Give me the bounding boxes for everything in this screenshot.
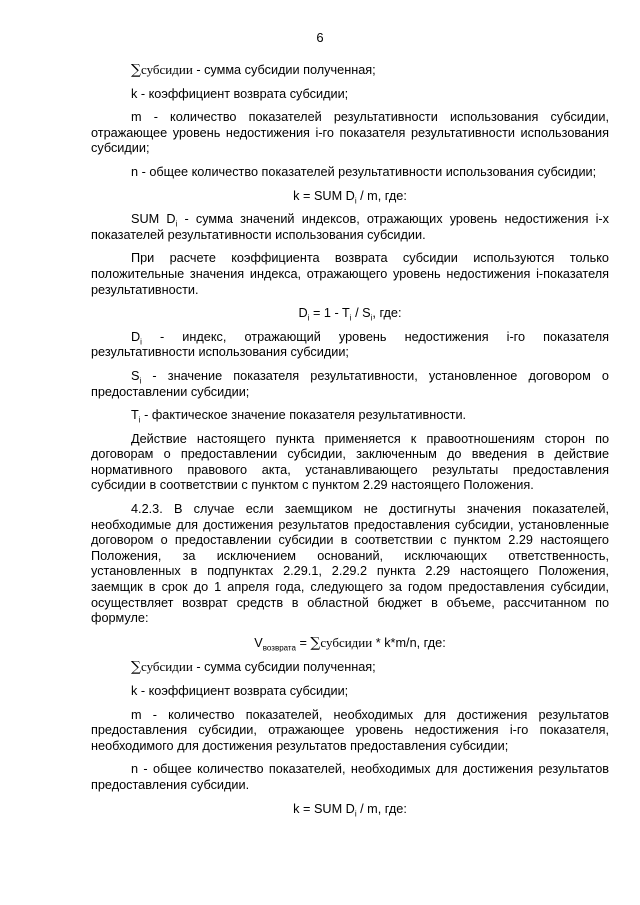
k-definition: k - коэффициент возврата субсидии;	[131, 86, 349, 101]
formula-subscript: i	[354, 196, 357, 206]
term-subscript: i	[139, 376, 142, 386]
k-definition-2: k - коэффициент возврата субсидии;	[131, 684, 349, 698]
formula-subscript: i	[349, 313, 352, 323]
ti-definition	[91, 408, 609, 424]
definition-text: - значение показателя результативности, установленное договором о предоставлении субсидии;	[91, 368, 609, 399]
term-subscript: i	[140, 337, 142, 347]
n-definition-2: n - общее количество показателей, необходимых для достижения результатов предоставления субсидии.	[91, 762, 609, 792]
sum-subscript-word: субсидии	[320, 634, 373, 650]
term: T	[131, 408, 139, 423]
formula-di	[91, 306, 609, 322]
sum-symbol: ∑	[131, 659, 141, 676]
positive-values-paragraph: При расчете коэффициента возврата субсидии используются только положительные значения индекса, отражающего уровень недостижения i-показателя результативности.	[91, 251, 609, 297]
sum-subscript-word: субсидии	[141, 659, 193, 675]
si-definition	[91, 369, 609, 400]
term: D	[131, 329, 141, 344]
sum-symbol: ∑	[131, 62, 141, 78]
formula-part: V	[254, 635, 263, 650]
m-definition: m - количество показателей результативности использования субсидии, отражающее уровень недостижения i-го показателя результативности использования субсидии;	[91, 110, 609, 156]
action-scope-paragraph: Действие настоящего пункта применяется к правоотношениям сторон по договорам о предоставлении субсидии, заключенным до введения в действие нормативного правового акта, устанавливающего результаты предоставления субсидии в соответствии с пунктом с пунктом 2.29 настоящего Положения.	[91, 431, 609, 493]
n-definition: n - общее количество показателей результативности использования субсидии;	[131, 164, 597, 179]
term-subscript: i	[138, 415, 141, 425]
formula-part: / m, где:	[356, 188, 407, 203]
formula-part: / m, где:	[356, 801, 407, 816]
sum-symbol: ∑	[310, 634, 321, 651]
formula-part: / S	[351, 306, 371, 321]
sum-subscript-word: субсидии	[141, 62, 193, 77]
formula-subscript: возврата	[262, 643, 296, 653]
definition-text: - сумма субсидии полученная;	[192, 660, 376, 675]
definition-text: - индекс, отражающий уровень недостижения i-го показателя результативности использования субсидии;	[91, 329, 609, 360]
page-number: 6	[316, 30, 324, 45]
sum-di-definition	[91, 212, 609, 243]
definition-text: - сумма значений индексов, отражающих уровень недостижения i-х показателей результативности использования субсидии.	[91, 212, 609, 242]
document-body	[91, 62, 609, 825]
formula-k	[91, 189, 609, 205]
formula-part: , где:	[372, 306, 402, 321]
formula-part: = 1 - T	[309, 306, 350, 321]
formula-part: * k*m/n, где:	[372, 635, 446, 650]
term: S	[131, 368, 140, 383]
m-definition-2: m - количество показателей, необходимых для достижения результатов предоставления субсидии, отражающее уровень недостижения i-го показателя, необходимого для достижения результатов предоставления субсидии;	[91, 707, 609, 753]
sum-subsidy-definition-2	[91, 659, 609, 676]
formula-subscript: i	[370, 313, 373, 323]
sum-subsidy-definition	[91, 62, 609, 79]
formula-v-return	[91, 635, 609, 652]
clause-4-2-3: 4.2.3. В случае если заемщиком не достигнуты значения показателей, необходимые для достижения результатов предоставления субсидии, установленные договором о предоставлении субсидии в соответствии с пунктом 2.29 настоящего Положения, за исключением оснований, исключающих ответственность, установленных в подпунктах 2.29.1, 2.29.2 пункта 2.29 настоящего Положения, заемщик в срок до 1 апреля года, следующего за годом предоставления субсидии, осуществляет возврат средств в областной бюджет в объеме, рассчитанном по формуле:	[91, 502, 609, 626]
term: SUM D	[131, 212, 176, 227]
formula-part: =	[295, 635, 311, 650]
di-definition	[91, 330, 609, 361]
formula-k-2	[91, 802, 609, 818]
term-subscript: i	[175, 219, 178, 229]
definition-text: - фактическое значение показателя результативности.	[140, 408, 467, 423]
formula-part: k = SUM D	[293, 801, 355, 816]
formula-part: D	[298, 306, 308, 321]
formula-subscript: i	[307, 313, 310, 323]
formula-part: k = SUM D	[293, 188, 355, 203]
definition-text: - сумма субсидии полученная;	[192, 63, 376, 77]
formula-subscript: i	[354, 809, 357, 819]
